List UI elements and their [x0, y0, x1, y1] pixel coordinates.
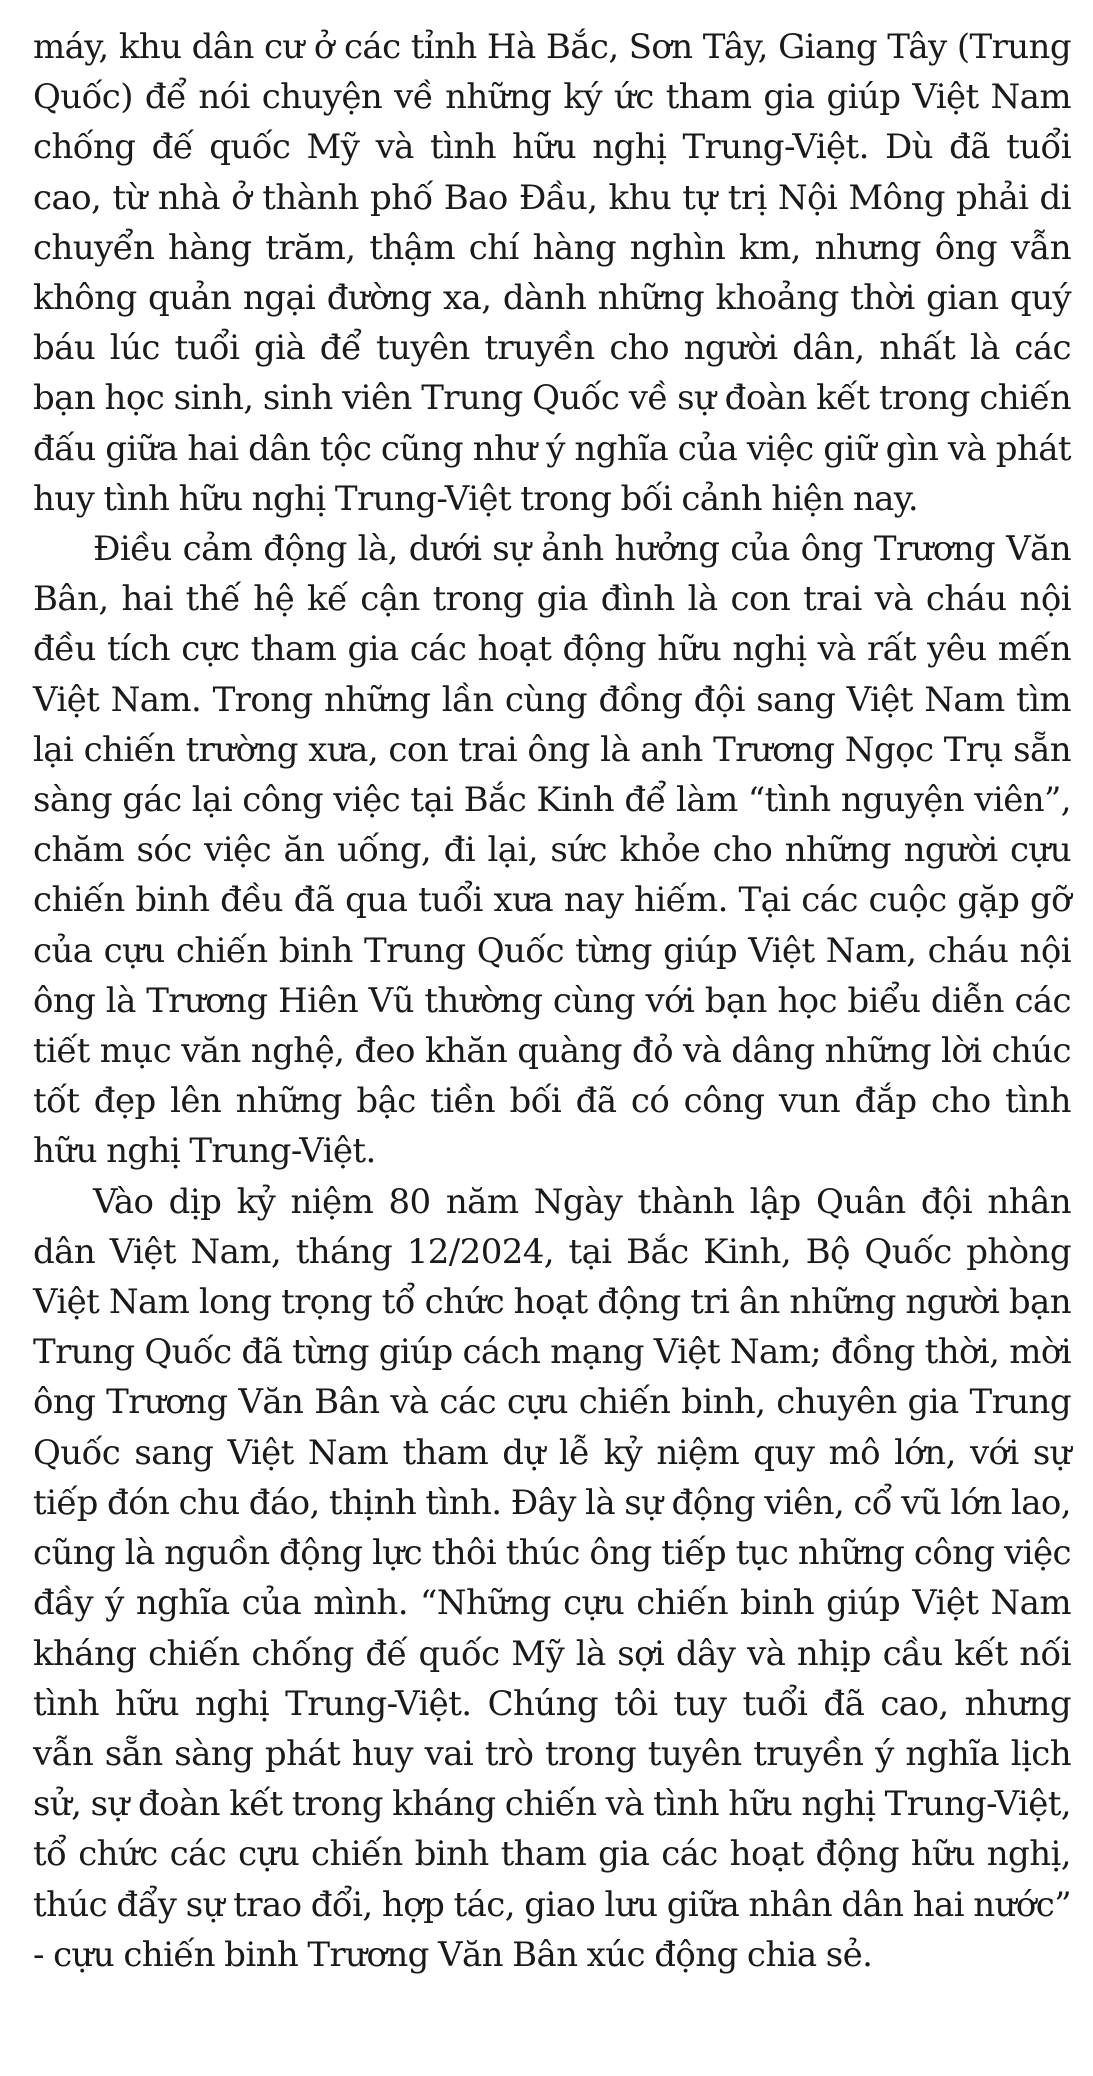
paragraph-2: Điều cảm động là, dưới sự ảnh hưởng của ông Trương Văn Bân, hai thế hệ kế cận trong gia đình là con trai và cháu nội đều tích cực tham gia các hoạt động hữu nghị và rất yêu mến Việt Nam. Trong những lần cùng đồng đội sang Việt Nam tìm lại chiến trường xưa, con trai ông là anh Trương Ngọc Trụ sẵn sàng gác lại công việc tại Bắc Kinh để làm “tình nguyện viên”, chăm sóc việc ăn uống, đi lại, sức khỏe cho những người cựu chiến binh đều đã qua tuổi xưa nay hiếm. Tại các cuộc gặp gỡ của cựu chiến binh Trung Quốc từng giúp Việt Nam, cháu nội ông là Trương Hiên Vũ thường cùng với bạn học biểu diễn các tiết mục văn nghệ, đeo khăn quàng đỏ và dâng những lời chúc tốt đẹp lên những bậc tiền bối đã có công vun đắp cho tình hữu nghị Trung-Việt. [33, 529, 1071, 1172]
paragraph-3: Vào dịp kỷ niệm 80 năm Ngày thành lập Quân đội nhân dân Việt Nam, tháng 12/2024, tại Bắc Kinh, Bộ Quốc phòng Việt Nam long trọng tổ chức hoạt động tri ân những người bạn Trung Quốc đã từng giúp cách mạng Việt Nam; đồng thời, mời ông Trương Văn Bân và các cựu chiến binh, chuyên gia Trung Quốc sang Việt Nam tham dự lễ kỷ niệm quy mô lớn, với sự tiếp đón chu đáo, thịnh tình. Đây là sự động viên, cổ vũ lớn lao, cũng là nguồn động lực thôi thúc ông tiếp tục những công việc đầy ý nghĩa của mình. “Những cựu chiến binh giúp Việt Nam kháng chiến chống đế quốc Mỹ là sợi dây và nhịp cầu kết nối tình hữu nghị Trung-Việt. Chúng tôi tuy tuổi đã cao, nhưng vẫn sẵn sàng phát huy vai trò trong tuyên truyền ý nghĩa lịch sử, sự đoàn kết trong kháng chiến và tình hữu nghị Trung-Việt, tổ chức các cựu chiến binh tham gia các hoạt động hữu nghị, thúc đẩy sự trao đổi, hợp tác, giao lưu giữa nhân dân hai nước” - cựu chiến binh Trương Văn Bân xúc động chia sẻ. [33, 1181, 1072, 1975]
paragraph-1: máy, khu dân cư ở các tỉnh Hà Bắc, Sơn Tây, Giang Tây (Trung Quốc) để nói chuyện về những ký ức tham gia giúp Việt Nam chống đế quốc Mỹ và tình hữu nghị Trung-Việt. Dù đã tuổi cao, từ nhà ở thành phố Bao Đầu, khu tự trị Nội Mông phải di chuyển hàng trăm, thậm chí hàng nghìn km, nhưng ông vẫn không quản ngại đường xa, dành những khoảng thời gian quý báu lúc tuổi già để tuyên truyền cho người dân, nhất là các bạn học sinh, sinh viên Trung Quốc về sự đoàn kết trong chiến đấu giữa hai dân tộc cũng như ý nghĩa của việc giữ gìn và phát huy tình hữu nghị Trung-Việt trong bối cảnh hiện nay. [33, 27, 1071, 519]
